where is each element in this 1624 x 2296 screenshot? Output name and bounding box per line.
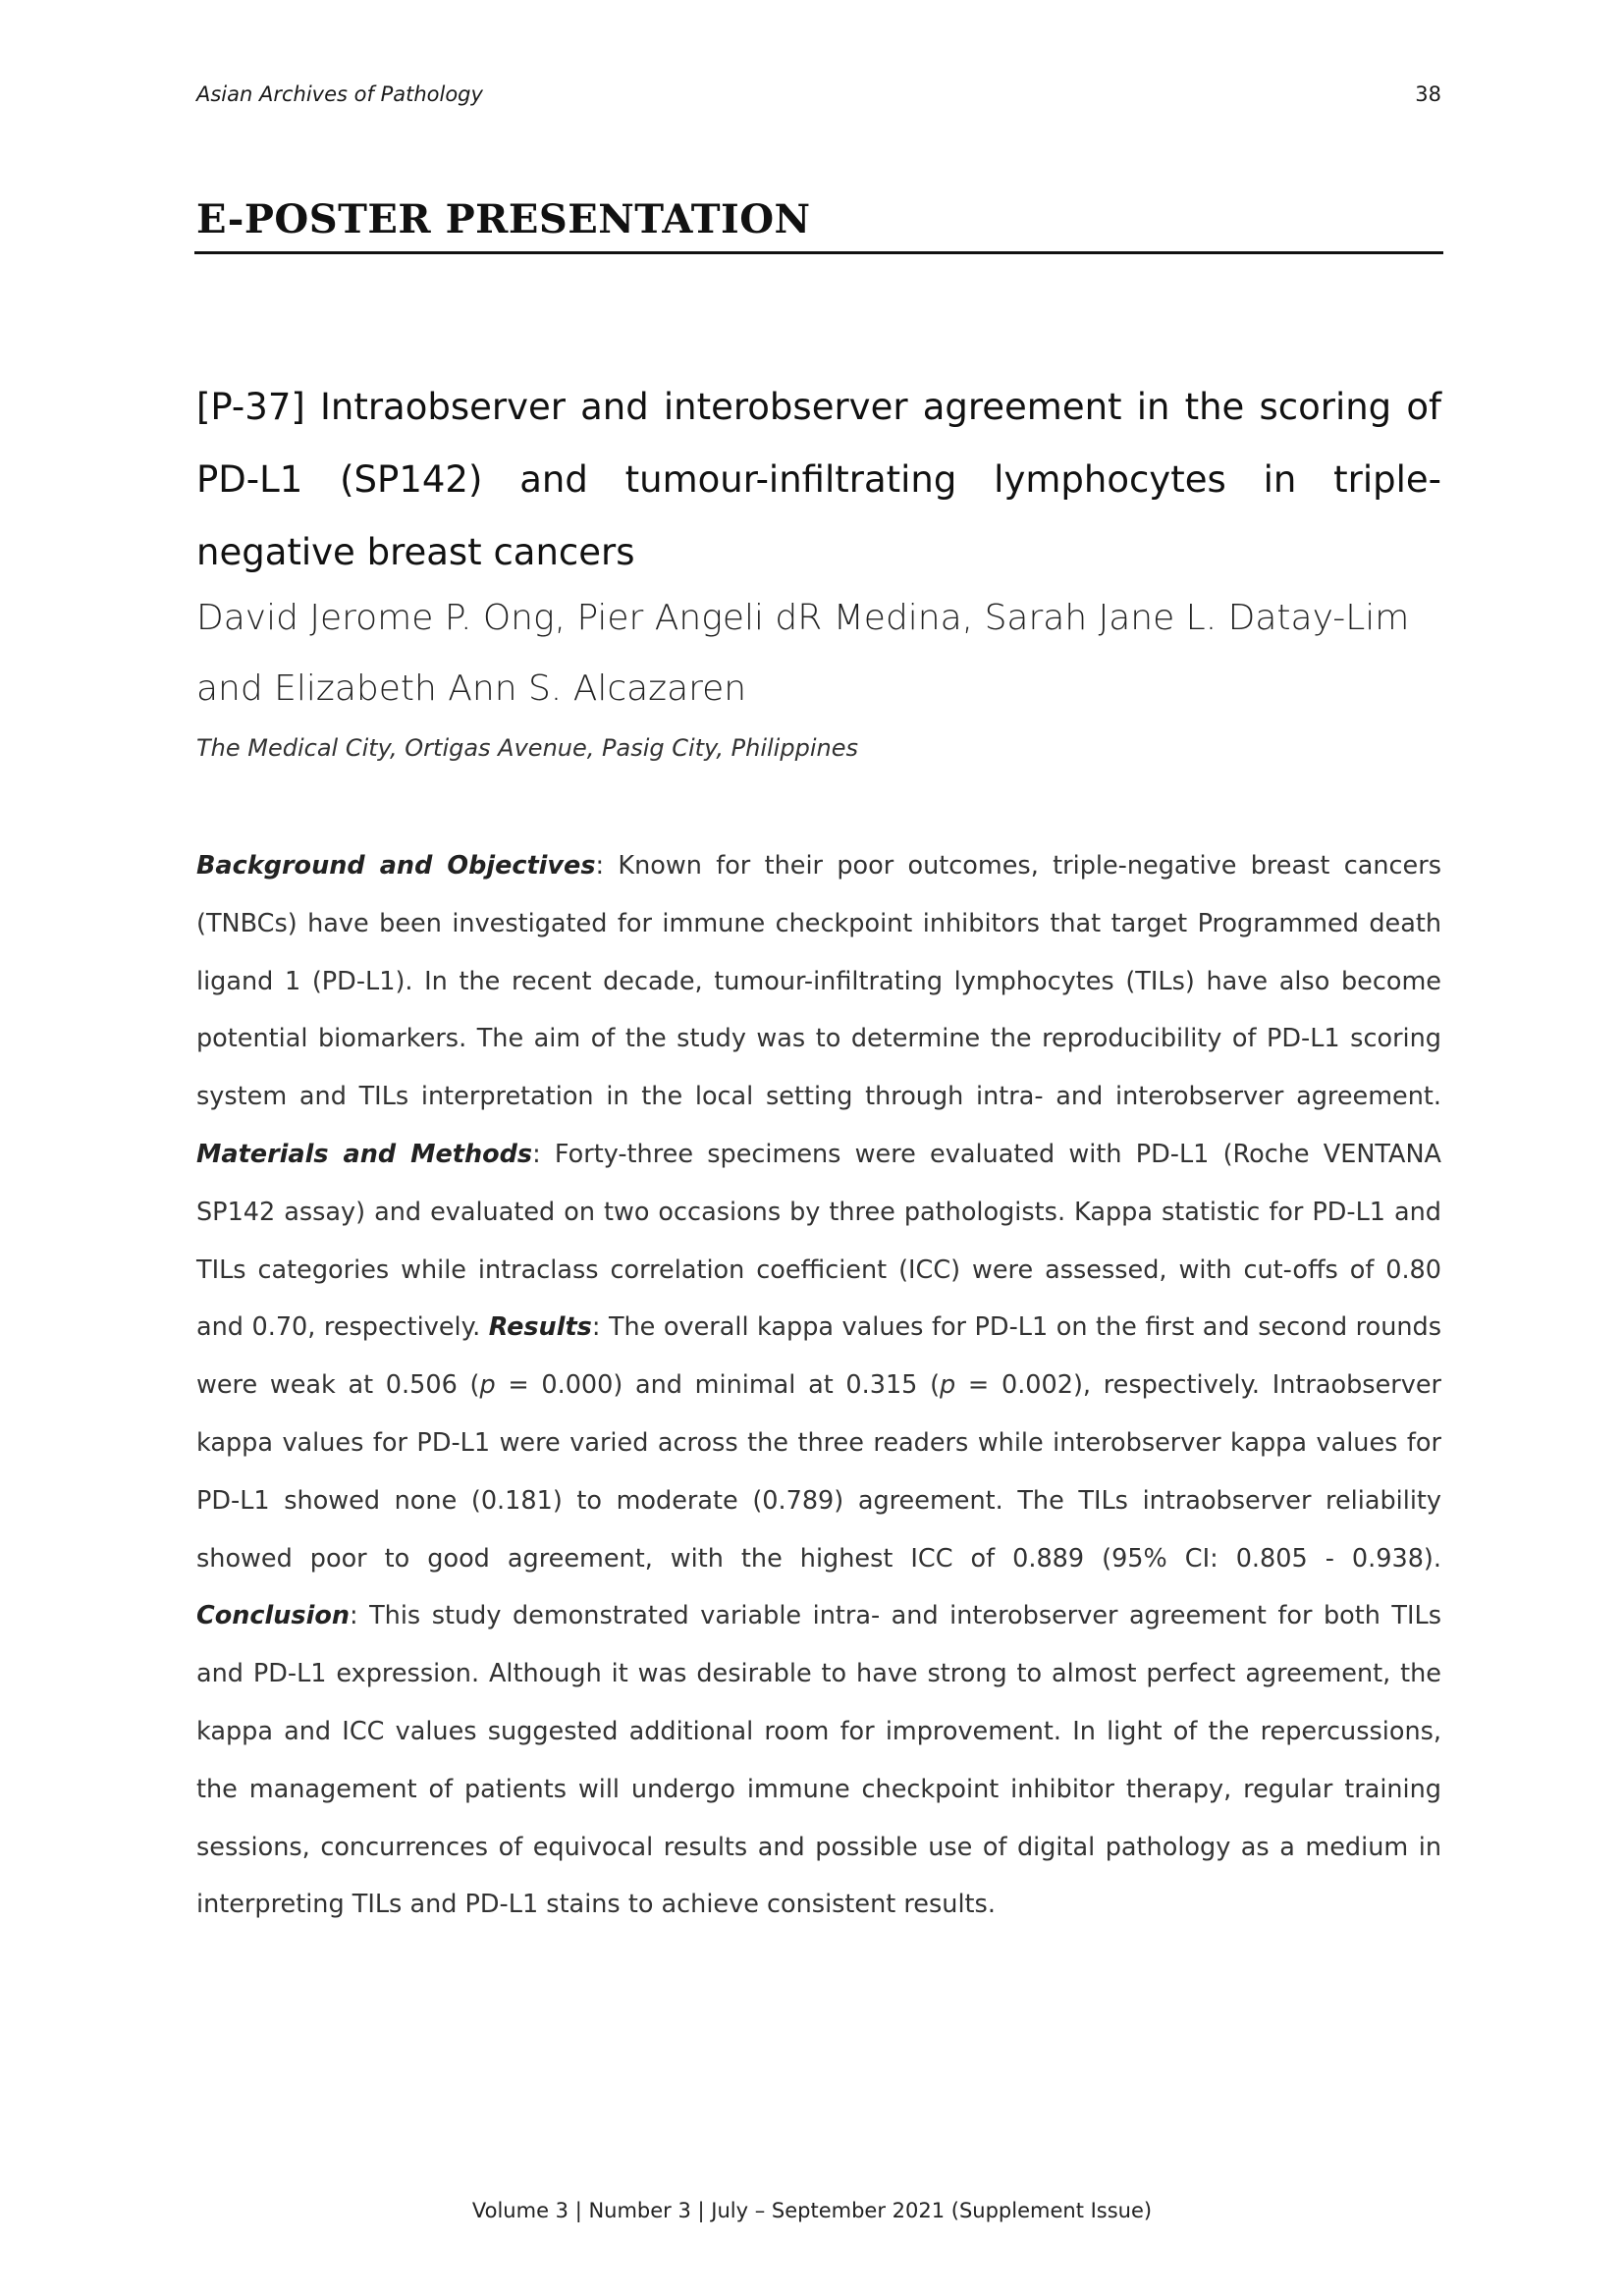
- p-value-symbol: p: [940, 1370, 956, 1401]
- background-heading: Background and Objectives: [196, 851, 596, 881]
- article-title: [P-37] Intraobserver and interobserver agreement in the scoring of PD-L1 (SP142) and tumour-infiltrating lymphocytes in triple-negative breast cancers: [196, 386, 1441, 573]
- results-text-1: : The overall kappa values for PD-L1 on the first and second rounds were weak at 0.506 (: [196, 1312, 1441, 1401]
- issue-footer: Volume 3 | Number 3 | July – September 2021 (Supplement Issue): [471, 2199, 1153, 2222]
- conclusion-heading: Conclusion: [196, 1601, 350, 1631]
- page-number: 38: [1415, 82, 1441, 106]
- running-header: [196, 82, 1441, 116]
- author-affiliation: The Medical City, Ortigas Avenue, Pasig City, Philippines: [196, 734, 858, 762]
- methods-text: : Forty-three specimens were evaluated with PD-L1 (Roche VENTANA SP142 assay) and evaluated on two occasions by three pathologists. Kappa statistic for PD-L1 and TILs categories while intraclass correlation coefficient (ICC) were assessed, with cut-offs of 0.80 and 0.70, respectively.: [196, 1139, 1441, 1343]
- section-divider: [194, 251, 1443, 254]
- section-title: E-POSTER PRESENTATION: [196, 196, 811, 242]
- conclusion-text: : This study demonstrated variable intra- and interobserver agreement for both TILs and PD-L1 expression. Although it was desirable to have strong to almost perfect agreement, the kappa and ICC values suggested additional room for improvement. In light of the repercussions, the management of patients will undergo immune checkpoint inhibitor therapy, regular training sessions, concurrences of equivocal results and possible use of digital pathology as a medium in interpreting TILs and PD-L1 stains to achieve consistent results.: [196, 1601, 1441, 1920]
- p-value-symbol: p: [479, 1370, 496, 1401]
- results-heading: Results: [488, 1312, 592, 1343]
- journal-name: Asian Archives of Pathology: [196, 82, 483, 106]
- methods-heading: Materials and Methods: [196, 1139, 533, 1169]
- results-text-3: = 0.002), respectively. Intraobserver kappa values for PD-L1 were varied across the three readers while interobserver kappa values for PD-L1 showed none (0.181) to moderate (0.789) agreement. The TILs intraobserver reliability showed poor to good agreement, with the highest ICC of 0.889 (95% CI: 0.805 - 0.938).: [196, 1370, 1442, 1574]
- abstract-body: [196, 837, 1441, 1934]
- article-authors: David Jerome P. Ong, Pier Angeli dR Medina, Sarah Jane L. Datay-Lim and Elizabeth Ann S. Alcazaren: [196, 598, 1410, 709]
- background-text: : Known for their poor outcomes, triple-negative breast cancers (TNBCs) have been investigated for immune checkpoint inhibitors that target Programmed death ligand 1 (PD-L1). In the recent decade, tumour-infiltrating lymphocytes (TILs) have also become potential biomarkers. The aim of the study was to determine the reproducibility of PD-L1 scoring system and TILs interpretation in the local setting through intra- and interobserver agreement.: [196, 851, 1441, 1112]
- results-text-2: = 0.000) and minimal at 0.315 (: [495, 1370, 941, 1401]
